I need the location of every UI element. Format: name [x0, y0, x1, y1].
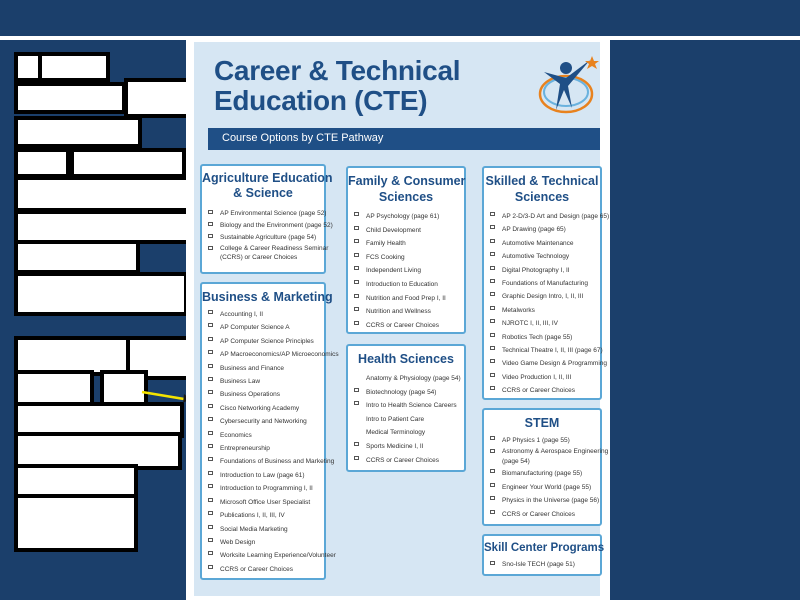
course-item: AP Macroeconomics/AP Microeconomics: [208, 348, 320, 361]
top-banner: [0, 0, 800, 36]
course-item: Medical Terminology: [366, 429, 426, 437]
pathway-heading: & Science: [233, 186, 293, 200]
checkbox-icon: [490, 449, 495, 453]
course-item: Introduction to Education: [354, 278, 460, 292]
checkbox-icon: [490, 306, 495, 310]
arrow-pointer-icon: [140, 388, 192, 408]
redacted-block: [14, 176, 190, 212]
subtitle-bar: [208, 128, 600, 150]
course-item: Automotive Maintenance: [490, 237, 596, 250]
course-item: Social Media Marketing: [208, 523, 320, 536]
course-item: Sno-Isle TECH (page 51): [490, 559, 596, 571]
checkbox-icon: [208, 210, 213, 214]
checkbox-icon: [354, 307, 359, 311]
course-item: AP Physics 1 (page 55): [490, 434, 596, 447]
pathway-heading: Skilled & Technical: [485, 174, 599, 188]
pathway-stem: [482, 408, 609, 526]
course-item: Cybersecurity and Networking: [208, 415, 320, 428]
course-item: Sustainable Agriculture (page 54): [208, 232, 320, 244]
district-logo-icon: [536, 50, 600, 122]
checkbox-icon: [208, 377, 213, 381]
pathway-health: [346, 344, 466, 472]
checkbox-icon: [208, 246, 213, 250]
redacted-block: [124, 78, 194, 118]
course-item: Video Production I, II, III: [490, 371, 596, 384]
course-item: AP Drawing (page 65): [490, 223, 596, 236]
checkbox-icon: [490, 266, 495, 270]
redacted-block: [14, 210, 192, 244]
checkbox-icon: [354, 266, 359, 270]
course-item: Cisco Networking Academy: [208, 402, 320, 415]
checkbox-icon: [490, 252, 495, 256]
pathway-agriculture: [200, 164, 333, 274]
checkbox-icon: [208, 511, 213, 515]
pathway-family-consumer: [346, 166, 466, 334]
course-item: FCS Cooking: [354, 251, 460, 265]
checkbox-icon: [490, 436, 495, 440]
pathway-heading: Health Sciences: [358, 352, 454, 366]
redacted-block: [14, 494, 138, 552]
course-item: Biomanufacturing (page 55): [490, 467, 596, 480]
course-item: Web Design: [208, 536, 320, 549]
checkbox-icon: [208, 350, 213, 354]
course-item: Child Development: [354, 224, 460, 238]
course-item: Physics in the Universe (page 56): [490, 494, 596, 507]
pathway-heading: Agriculture Education: [202, 171, 333, 185]
right-panel: [610, 40, 800, 600]
course-item: CCRS or Career Choices: [354, 319, 460, 333]
course-item: CCRS or Career Choices: [354, 454, 460, 468]
course-item: Business Law: [208, 375, 320, 388]
pathway-heading: Business & Marketing: [202, 290, 333, 304]
course-item: AP Computer Science Principles: [208, 335, 320, 348]
pathway-business: [200, 282, 339, 580]
course-item: Introduction to Programming I, II: [208, 482, 320, 495]
checkbox-icon: [490, 469, 495, 473]
checkbox-icon: [208, 234, 213, 238]
checkbox-icon: [208, 525, 213, 529]
checkbox-icon: [490, 319, 495, 323]
course-item: CCRS or Career Choices: [208, 563, 320, 576]
checkbox-icon: [208, 551, 213, 555]
pathway-heading: STEM: [524, 416, 560, 430]
checkbox-icon: [490, 333, 495, 337]
course-item: Worksite Learning Experience/Volunteer: [208, 549, 320, 562]
course-item: Technical Theatre I, II, III (page 67): [490, 344, 596, 357]
course-item: NJROTC I, II, III, IV: [490, 317, 596, 330]
checkbox-icon: [490, 212, 495, 216]
redacted-block: [70, 148, 186, 178]
checkbox-icon: [354, 253, 359, 257]
course-item: Family Health: [354, 237, 460, 251]
course-item: Foundations of Manufacturing: [490, 277, 596, 290]
course-item: Business Operations: [208, 388, 320, 401]
checkbox-icon: [208, 498, 213, 502]
checkbox-icon: [490, 561, 495, 565]
checkbox-icon: [208, 404, 213, 408]
course-item: Nutrition and Wellness: [354, 305, 460, 319]
course-item: Accounting I, II: [208, 308, 320, 321]
checkbox-icon: [354, 280, 359, 284]
course-item: Robotics Tech (page 55): [490, 331, 596, 344]
checkbox-icon: [490, 279, 495, 283]
checkbox-icon: [208, 538, 213, 542]
course-item-continued: (page 54): [502, 458, 530, 466]
course-item: Metalworks: [490, 304, 596, 317]
course-item: Graphic Design Intro, I, II, III: [490, 290, 596, 303]
checkbox-icon: [208, 310, 213, 314]
pathway-skill-center: [482, 534, 605, 576]
checkbox-icon: [208, 457, 213, 461]
checkbox-icon: [208, 222, 213, 226]
course-item-continued: (CCRS) or Career Choices: [220, 254, 298, 261]
checkbox-icon: [354, 388, 359, 392]
redacted-block: [38, 52, 110, 82]
pathway-heading: Sciences: [378, 190, 434, 204]
checkbox-icon: [490, 386, 495, 390]
course-item: CCRS or Career Choices: [490, 384, 596, 397]
course-item: Economics: [208, 429, 320, 442]
checkbox-icon: [490, 239, 495, 243]
course-item: Introduction to Law (page 61): [208, 469, 320, 482]
course-item: Anatomy & Physiology (page 54): [366, 375, 461, 382]
pathway-heading: Skill Center Programs: [484, 542, 605, 554]
checkbox-icon: [490, 292, 495, 296]
course-item: Nutrition and Food Prep I, II: [354, 292, 460, 306]
course-item: Intro to Health Science Careers: [354, 399, 460, 413]
checkbox-icon: [208, 565, 213, 569]
pathway-skilled-technical: [482, 166, 610, 400]
title-line-1: Career & Technical: [214, 55, 461, 86]
redacted-block: [14, 82, 126, 114]
checkbox-icon: [208, 484, 213, 488]
course-item: CCRS or Career Choices: [490, 508, 596, 521]
checkbox-icon: [208, 337, 213, 341]
document-image: [186, 40, 610, 600]
course-item: Intro to Patient Care: [366, 415, 425, 423]
course-item: AP Environmental Science (page 52): [208, 208, 320, 220]
cte-course-guide: [194, 42, 610, 596]
checkbox-icon: [354, 442, 359, 446]
course-item: Biology and the Environment (page 52): [208, 220, 320, 232]
course-item: AP 2-D/3-D Art and Design (page 65): [490, 210, 596, 223]
checkbox-icon: [208, 444, 213, 448]
course-item: Automotive Technology: [490, 250, 596, 263]
pathway-heading: Family & Consumer: [348, 174, 466, 188]
pathway-heading: Sciences: [514, 190, 570, 204]
checkbox-icon: [354, 294, 359, 298]
course-item: Digital Photography I, II: [490, 264, 596, 277]
checkbox-icon: [208, 390, 213, 394]
checkbox-icon: [354, 401, 359, 405]
checkbox-icon: [208, 431, 213, 435]
course-item: College & Career Readiness Seminar: [208, 244, 320, 253]
course-item: Astronomy & Aerospace Engineering: [490, 447, 596, 456]
course-item: Biotechnology (page 54): [354, 386, 460, 400]
redacted-block: [14, 240, 140, 274]
checkbox-icon: [490, 225, 495, 229]
course-item: Entrepreneurship: [208, 442, 320, 455]
checkbox-icon: [354, 226, 359, 230]
course-item: Engineer Your World (page 55): [490, 481, 596, 494]
redacted-block: [14, 148, 70, 178]
course-item: AP Psychology (page 61): [354, 210, 460, 224]
course-item: Microsoft Office User Specialist: [208, 496, 320, 509]
checkbox-icon: [354, 456, 359, 460]
course-item: Foundations of Business and Marketing: [208, 455, 320, 468]
course-item: Business and Finance: [208, 362, 320, 375]
checkbox-icon: [354, 321, 359, 325]
checkbox-icon: [490, 483, 495, 487]
course-item: Video Game Design & Programming: [490, 357, 596, 370]
redacted-block: [14, 272, 188, 316]
course-item: Sports Medicine I, II: [354, 440, 460, 454]
checkbox-icon: [208, 417, 213, 421]
checkbox-icon: [490, 510, 495, 514]
checkbox-icon: [208, 471, 213, 475]
checkbox-icon: [208, 364, 213, 368]
checkbox-icon: [490, 496, 495, 500]
checkbox-icon: [208, 323, 213, 327]
checkbox-icon: [490, 346, 495, 350]
course-item: Independent Living: [354, 264, 460, 278]
redacted-block: [14, 370, 94, 406]
course-item: Publications I, II, III, IV: [208, 509, 320, 522]
redacted-block: [14, 116, 142, 148]
course-item: AP Computer Science A: [208, 321, 320, 334]
checkbox-icon: [354, 239, 359, 243]
checkbox-icon: [490, 359, 495, 363]
subtitle: Course Options by CTE Pathway: [222, 132, 384, 144]
title-line-2: Education (CTE): [214, 85, 428, 116]
checkbox-icon: [354, 212, 359, 216]
checkbox-icon: [490, 373, 495, 377]
